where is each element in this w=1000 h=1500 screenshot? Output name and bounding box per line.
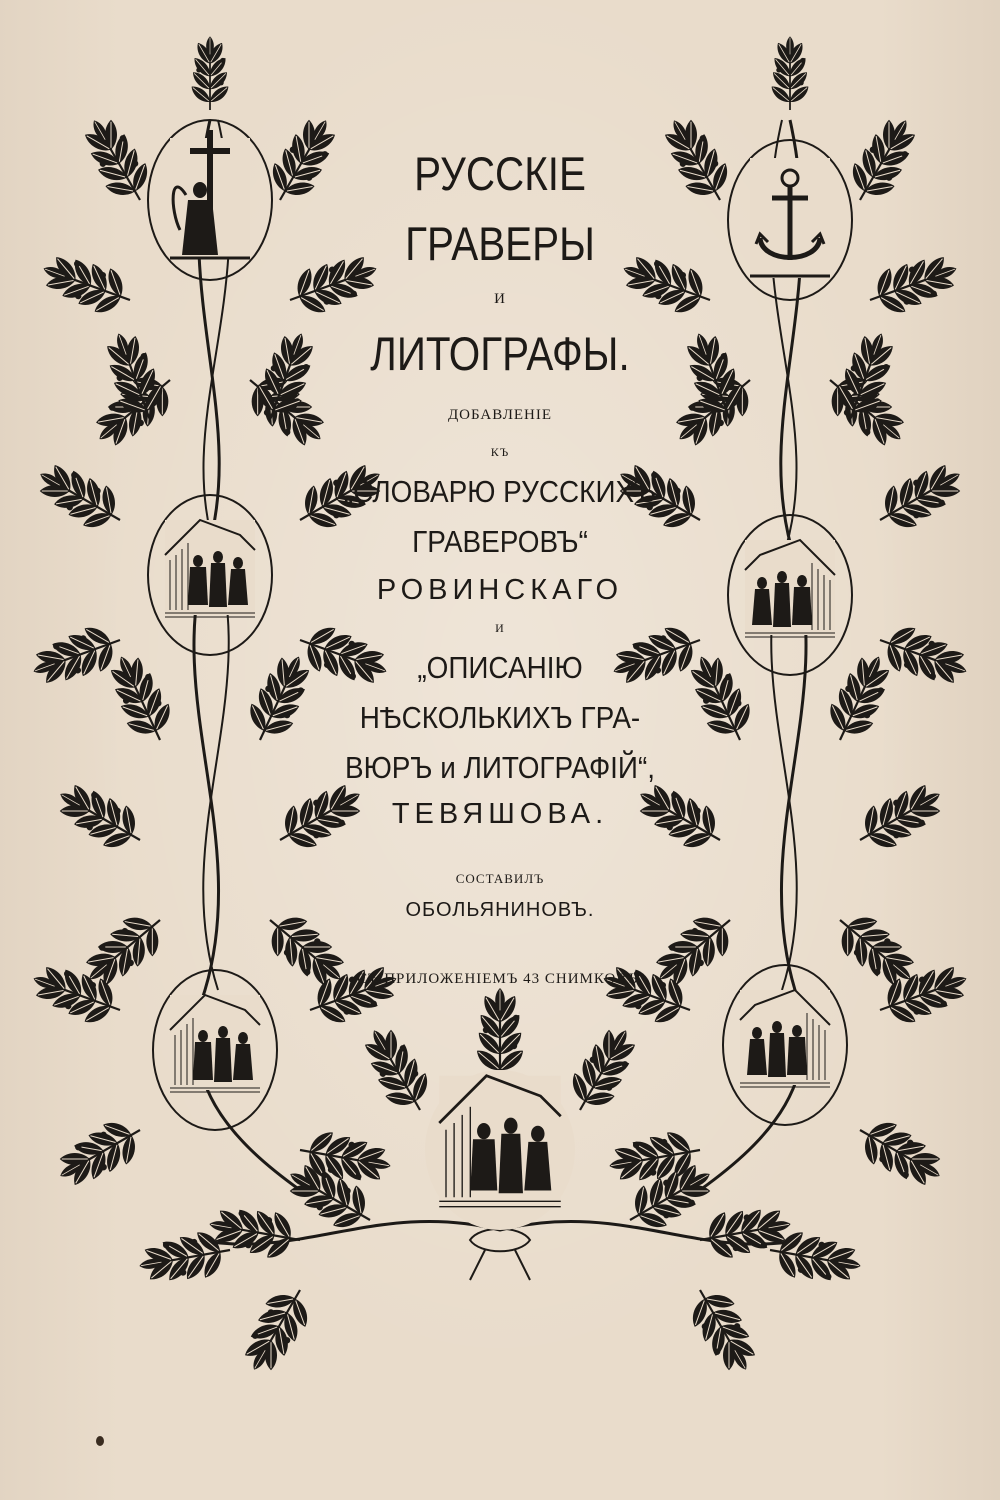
subtitle-line-1: „СЛОВАРЮ РУССКИХЪ <box>343 474 657 509</box>
title-line-2: ГРАВЕРЫ <box>405 217 595 270</box>
title-line-1: РУССКІЕ <box>414 147 586 200</box>
subtitle-conjunction: И <box>495 621 505 635</box>
medallion-anchor <box>728 140 852 300</box>
title-text-block <box>300 0 700 1500</box>
subtitle-line-4: „ОПИСАНІЮ <box>417 650 583 685</box>
title-conjunction: И <box>494 291 506 307</box>
subtitle-line-5: НѢСКОЛЬКИХЪ ГРА- <box>359 700 641 735</box>
appendix-note: СЪ ПРИЛОЖЕНІЕМЪ 43 СНИМКОВЪ. <box>357 971 643 987</box>
compiled-by-label: СОСТАВИЛЪ <box>455 871 545 886</box>
addendum-label: ДОБАВЛЕНІЕ <box>447 407 553 423</box>
subtitle-line-3: РОВИНСКАГО <box>376 574 624 606</box>
medallion-village-scene-lower-right <box>723 965 847 1125</box>
ink-smudge <box>96 1436 104 1446</box>
subtitle-line-7: ТЕВЯШОВА. <box>391 798 609 830</box>
title-line-3: ЛИТОГРАФЫ. <box>370 327 630 380</box>
author-name: ОБОЛЬЯНИНОВЪ. <box>405 899 595 921</box>
medallion-angel-with-cross <box>148 120 272 280</box>
medallion-village-scene-left <box>148 495 272 655</box>
subtitle-line-6: ВЮРЪ и ЛИТОГРАФІЙ“, <box>344 750 656 785</box>
preposition: КЪ <box>490 445 510 459</box>
subtitle-line-2: ГРАВЕРОВЪ“ <box>412 524 588 559</box>
